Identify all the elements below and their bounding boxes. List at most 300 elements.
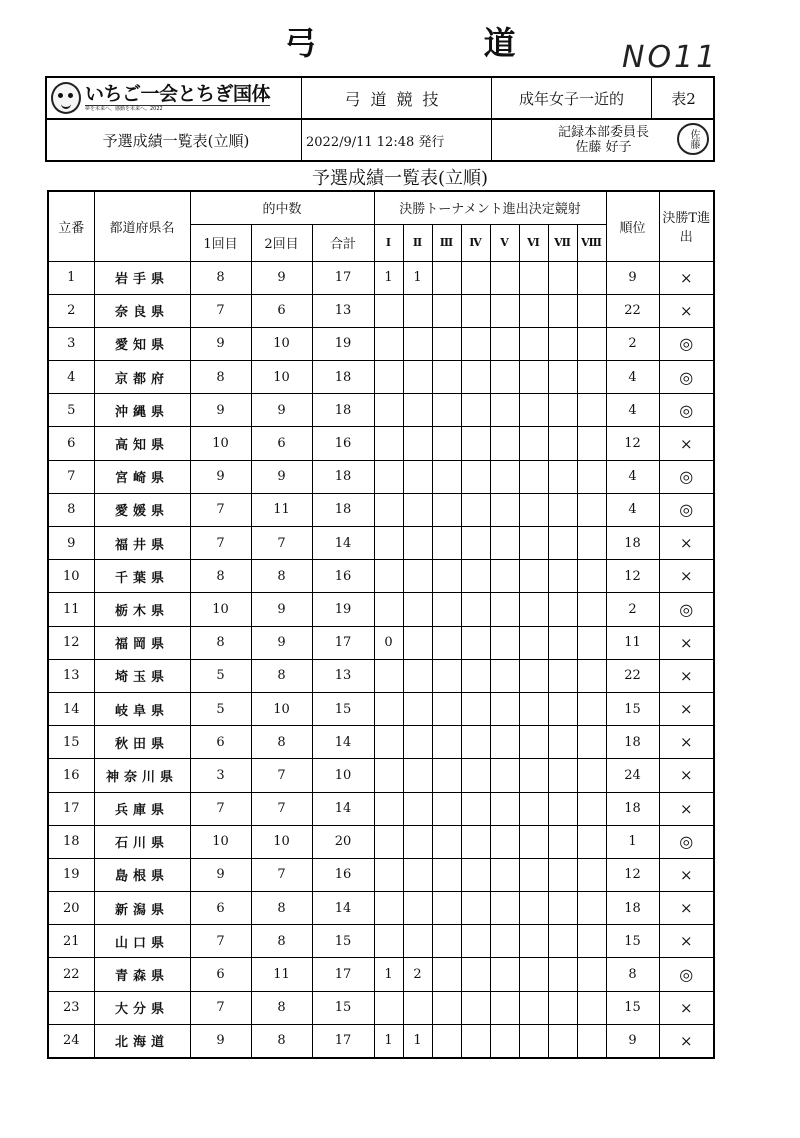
shootoff-cell: 0 <box>374 626 403 659</box>
header-row-bottom <box>47 120 713 160</box>
round1-cell: 9 <box>190 1024 251 1057</box>
round1-cell: 6 <box>190 726 251 759</box>
shootoff-cell <box>548 991 577 1024</box>
chief-block <box>491 120 715 160</box>
shootoff-cell <box>432 958 461 991</box>
advance-cell: ◎ <box>659 394 714 427</box>
shootoff-cell <box>577 493 606 526</box>
page-title: 弓 道 <box>284 24 594 62</box>
advance-cell: ◎ <box>659 493 714 526</box>
shootoff-cell <box>374 692 403 725</box>
shootoff-cell <box>461 726 490 759</box>
mascot-icon <box>51 82 81 114</box>
order-cell: 16 <box>48 759 94 792</box>
prefecture-cell: 埼玉県 <box>94 659 190 692</box>
rank-cell: 9 <box>606 1024 659 1057</box>
shootoff-cell <box>374 792 403 825</box>
advance-cell: × <box>659 925 714 958</box>
shootoff-cell <box>403 361 432 394</box>
rank-cell: 1 <box>606 825 659 858</box>
total-cell: 18 <box>312 460 374 493</box>
shootoff-cell <box>519 460 548 493</box>
total-cell: 20 <box>312 825 374 858</box>
shootoff-cell <box>519 261 548 294</box>
col-total: 合計 <box>312 224 374 261</box>
advance-cell: × <box>659 560 714 593</box>
round2-cell: 8 <box>251 659 312 692</box>
shootoff-cell: 2 <box>403 958 432 991</box>
advance-cell: × <box>659 991 714 1024</box>
round1-cell: 9 <box>190 394 251 427</box>
shootoff-cell <box>490 527 519 560</box>
shootoff-cell <box>548 327 577 360</box>
round1-cell: 5 <box>190 692 251 725</box>
order-cell: 3 <box>48 327 94 360</box>
shootoff-cell <box>374 527 403 560</box>
prefecture-cell: 奈良県 <box>94 294 190 327</box>
shootoff-cell <box>461 692 490 725</box>
prefecture-cell: 高知県 <box>94 427 190 460</box>
shootoff-cell <box>432 427 461 460</box>
round2-cell: 6 <box>251 294 312 327</box>
shootoff-cell <box>548 593 577 626</box>
total-cell: 17 <box>312 1024 374 1057</box>
shootoff-cell <box>432 991 461 1024</box>
total-cell: 14 <box>312 792 374 825</box>
shootoff-cell <box>577 427 606 460</box>
round1-cell: 8 <box>190 261 251 294</box>
shootoff-cell <box>548 460 577 493</box>
shootoff-cell <box>548 659 577 692</box>
shootoff-cell <box>519 327 548 360</box>
shootoff-cell <box>403 294 432 327</box>
shootoff-cell <box>374 427 403 460</box>
round2-cell: 9 <box>251 626 312 659</box>
round2-cell: 10 <box>251 361 312 394</box>
shootoff-cell <box>432 361 461 394</box>
table-row <box>48 858 714 891</box>
order-cell: 15 <box>48 726 94 759</box>
col-shootoff-1: Ⅰ <box>374 224 403 261</box>
prefecture-cell: 愛媛県 <box>94 493 190 526</box>
shootoff-cell <box>403 493 432 526</box>
shootoff-cell <box>461 825 490 858</box>
order-cell: 21 <box>48 925 94 958</box>
shootoff-cell <box>519 825 548 858</box>
rank-cell: 11 <box>606 626 659 659</box>
round2-cell: 6 <box>251 427 312 460</box>
shootoff-cell <box>403 460 432 493</box>
shootoff-cell <box>374 659 403 692</box>
table-row <box>48 593 714 626</box>
col-shootoff-7: Ⅶ <box>548 224 577 261</box>
col-shootoff-6: Ⅵ <box>519 224 548 261</box>
list-title: 予選成績一覧表(立順) <box>102 131 250 150</box>
shootoff-cell <box>548 626 577 659</box>
shootoff-cell <box>461 991 490 1024</box>
shootoff-cell <box>461 858 490 891</box>
shootoff-cell <box>403 726 432 759</box>
shootoff-cell: 1 <box>374 1024 403 1057</box>
rank-cell: 18 <box>606 892 659 925</box>
col-shootoff: 決勝トーナメント進出決定競射 <box>374 191 606 224</box>
shootoff-cell <box>461 527 490 560</box>
advance-cell: × <box>659 261 714 294</box>
shootoff-cell <box>519 1024 548 1057</box>
shootoff-cell <box>403 825 432 858</box>
shootoff-cell <box>403 527 432 560</box>
results-body <box>48 261 714 1058</box>
shootoff-cell <box>403 327 432 360</box>
total-cell: 17 <box>312 626 374 659</box>
shootoff-cell <box>374 493 403 526</box>
shootoff-cell <box>374 726 403 759</box>
rank-cell: 12 <box>606 427 659 460</box>
shootoff-cell <box>461 427 490 460</box>
shootoff-cell <box>548 825 577 858</box>
shootoff-cell <box>519 958 548 991</box>
round1-cell: 9 <box>190 327 251 360</box>
shootoff-cell <box>577 925 606 958</box>
logo-subtext: 夢を未来へ、感動を未来へ。2022 <box>85 105 270 113</box>
issued-timestamp: 2022/9/11 12:48 発行 <box>301 120 491 160</box>
round2-cell: 9 <box>251 460 312 493</box>
total-cell: 19 <box>312 327 374 360</box>
total-cell: 17 <box>312 261 374 294</box>
shootoff-cell <box>577 1024 606 1057</box>
advance-cell: × <box>659 527 714 560</box>
table-row <box>48 958 714 991</box>
shootoff-cell <box>577 394 606 427</box>
round1-cell: 7 <box>190 294 251 327</box>
shootoff-cell <box>548 892 577 925</box>
rank-cell: 15 <box>606 991 659 1024</box>
round2-cell: 10 <box>251 327 312 360</box>
shootoff-cell <box>432 327 461 360</box>
order-cell: 20 <box>48 892 94 925</box>
shootoff-cell <box>548 394 577 427</box>
shootoff-cell <box>490 1024 519 1057</box>
shootoff-cell <box>461 759 490 792</box>
table-row <box>48 1024 714 1057</box>
shootoff-cell <box>374 394 403 427</box>
shootoff-cell <box>548 560 577 593</box>
col-rank: 順位 <box>606 191 659 261</box>
table-row <box>48 626 714 659</box>
shootoff-cell <box>403 991 432 1024</box>
shootoff-cell <box>548 294 577 327</box>
col-shootoff-4: Ⅳ <box>461 224 490 261</box>
advance-cell: × <box>659 427 714 460</box>
shootoff-cell <box>432 626 461 659</box>
shootoff-cell <box>374 825 403 858</box>
shootoff-cell <box>577 991 606 1024</box>
shootoff-cell <box>548 792 577 825</box>
shootoff-cell <box>403 925 432 958</box>
shootoff-cell <box>548 493 577 526</box>
total-cell: 13 <box>312 659 374 692</box>
table-row <box>48 261 714 294</box>
shootoff-cell <box>403 892 432 925</box>
rank-cell: 4 <box>606 361 659 394</box>
shootoff-cell <box>403 626 432 659</box>
shootoff-cell <box>374 991 403 1024</box>
order-cell: 6 <box>48 427 94 460</box>
shootoff-cell <box>577 460 606 493</box>
order-cell: 23 <box>48 991 94 1024</box>
advance-cell: ◎ <box>659 593 714 626</box>
shootoff-cell <box>519 692 548 725</box>
shootoff-cell <box>548 759 577 792</box>
total-cell: 15 <box>312 692 374 725</box>
advance-cell: × <box>659 692 714 725</box>
round1-cell: 6 <box>190 958 251 991</box>
prefecture-cell: 千葉県 <box>94 560 190 593</box>
order-cell: 10 <box>48 560 94 593</box>
rank-cell: 18 <box>606 792 659 825</box>
rank-cell: 15 <box>606 925 659 958</box>
shootoff-cell <box>519 427 548 460</box>
rank-cell: 12 <box>606 858 659 891</box>
col-shootoff-2: Ⅱ <box>403 224 432 261</box>
round2-cell: 8 <box>251 991 312 1024</box>
prefecture-cell: 宮崎県 <box>94 460 190 493</box>
shootoff-cell <box>548 527 577 560</box>
total-cell: 16 <box>312 560 374 593</box>
advance-cell: ◎ <box>659 825 714 858</box>
round2-cell: 9 <box>251 593 312 626</box>
shootoff-cell <box>374 327 403 360</box>
shootoff-cell <box>519 759 548 792</box>
shootoff-cell <box>374 460 403 493</box>
total-cell: 18 <box>312 493 374 526</box>
shootoff-cell <box>519 294 548 327</box>
shootoff-cell <box>432 493 461 526</box>
shootoff-cell <box>403 560 432 593</box>
table-row <box>48 460 714 493</box>
rank-cell: 24 <box>606 759 659 792</box>
round2-cell: 8 <box>251 726 312 759</box>
event-name: 弓道競技 <box>301 78 491 118</box>
round1-cell: 10 <box>190 427 251 460</box>
table-row <box>48 792 714 825</box>
advance-cell: ◎ <box>659 327 714 360</box>
shootoff-cell <box>490 560 519 593</box>
total-cell: 18 <box>312 394 374 427</box>
total-cell: 18 <box>312 361 374 394</box>
shootoff-cell <box>519 361 548 394</box>
shootoff-cell <box>577 692 606 725</box>
shootoff-cell <box>519 991 548 1024</box>
col-hits: 的中数 <box>190 191 374 224</box>
event-logo <box>51 78 301 118</box>
table-row <box>48 726 714 759</box>
shootoff-cell <box>461 626 490 659</box>
shootoff-cell <box>490 327 519 360</box>
results-table <box>47 190 715 1059</box>
total-cell: 19 <box>312 593 374 626</box>
order-cell: 22 <box>48 958 94 991</box>
table-row <box>48 361 714 394</box>
shootoff-cell <box>548 261 577 294</box>
rank-cell: 2 <box>606 593 659 626</box>
shootoff-cell <box>519 394 548 427</box>
shootoff-cell <box>403 427 432 460</box>
shootoff-cell <box>577 958 606 991</box>
shootoff-cell <box>577 858 606 891</box>
prefecture-cell: 沖縄県 <box>94 394 190 427</box>
rank-cell: 18 <box>606 726 659 759</box>
round1-cell: 9 <box>190 858 251 891</box>
prefecture-cell: 岐阜県 <box>94 692 190 725</box>
prefecture-cell: 青森県 <box>94 958 190 991</box>
prefecture-cell: 神奈川県 <box>94 759 190 792</box>
round2-cell: 7 <box>251 759 312 792</box>
shootoff-cell <box>432 394 461 427</box>
shootoff-cell <box>403 759 432 792</box>
table-row <box>48 991 714 1024</box>
round2-cell: 8 <box>251 892 312 925</box>
advance-cell: × <box>659 726 714 759</box>
advance-cell: × <box>659 659 714 692</box>
advance-cell: × <box>659 1024 714 1057</box>
prefecture-cell: 秋田県 <box>94 726 190 759</box>
shootoff-cell <box>403 394 432 427</box>
shootoff-cell <box>374 858 403 891</box>
shootoff-cell <box>577 527 606 560</box>
round2-cell: 7 <box>251 527 312 560</box>
total-cell: 16 <box>312 858 374 891</box>
shootoff-cell <box>490 659 519 692</box>
shootoff-cell <box>577 825 606 858</box>
table-row <box>48 294 714 327</box>
shootoff-cell <box>577 659 606 692</box>
round2-cell: 8 <box>251 1024 312 1057</box>
document-header <box>45 76 715 162</box>
table-row <box>48 825 714 858</box>
shootoff-cell <box>577 261 606 294</box>
shootoff-cell <box>519 858 548 891</box>
advance-cell: × <box>659 294 714 327</box>
prefecture-cell: 北海道 <box>94 1024 190 1057</box>
round1-cell: 6 <box>190 892 251 925</box>
prefecture-cell: 福井県 <box>94 527 190 560</box>
shootoff-cell <box>490 626 519 659</box>
order-cell: 8 <box>48 493 94 526</box>
prefecture-cell: 兵庫県 <box>94 792 190 825</box>
round1-cell: 7 <box>190 792 251 825</box>
round2-cell: 9 <box>251 394 312 427</box>
table-row <box>48 925 714 958</box>
shootoff-cell <box>490 958 519 991</box>
shootoff-cell <box>577 361 606 394</box>
rank-cell: 18 <box>606 527 659 560</box>
shootoff-cell <box>577 593 606 626</box>
prefecture-cell: 石川県 <box>94 825 190 858</box>
shootoff-cell <box>403 659 432 692</box>
shootoff-cell <box>432 692 461 725</box>
table-row <box>48 327 714 360</box>
table-row <box>48 394 714 427</box>
shootoff-cell <box>490 394 519 427</box>
order-cell: 19 <box>48 858 94 891</box>
shootoff-cell <box>374 925 403 958</box>
rank-cell: 9 <box>606 261 659 294</box>
shootoff-cell <box>432 294 461 327</box>
shootoff-cell <box>432 825 461 858</box>
rank-cell: 12 <box>606 560 659 593</box>
shootoff-cell <box>432 925 461 958</box>
shootoff-cell <box>490 261 519 294</box>
sheet-label: 表2 <box>651 78 715 118</box>
round2-cell: 7 <box>251 792 312 825</box>
shootoff-cell <box>432 1024 461 1057</box>
table-row <box>48 759 714 792</box>
table-row <box>48 692 714 725</box>
shootoff-cell <box>490 294 519 327</box>
shootoff-cell <box>519 626 548 659</box>
col-order: 立番 <box>48 191 94 261</box>
prefecture-cell: 山口県 <box>94 925 190 958</box>
total-cell: 16 <box>312 427 374 460</box>
rank-cell: 22 <box>606 294 659 327</box>
advance-cell: × <box>659 759 714 792</box>
shootoff-cell <box>432 892 461 925</box>
shootoff-cell <box>577 892 606 925</box>
prefecture-cell: 福岡県 <box>94 626 190 659</box>
shootoff-cell <box>461 261 490 294</box>
shootoff-cell: 1 <box>374 958 403 991</box>
shootoff-cell <box>432 726 461 759</box>
advance-cell: ◎ <box>659 958 714 991</box>
shootoff-cell <box>490 726 519 759</box>
category-name: 成年女子一近的 <box>491 78 651 118</box>
shootoff-cell <box>461 1024 490 1057</box>
prefecture-cell: 京都府 <box>94 361 190 394</box>
round2-cell: 9 <box>251 261 312 294</box>
shootoff-cell <box>461 659 490 692</box>
shootoff-cell <box>490 493 519 526</box>
shootoff-cell <box>519 493 548 526</box>
shootoff-cell <box>519 560 548 593</box>
total-cell: 14 <box>312 726 374 759</box>
rank-cell: 22 <box>606 659 659 692</box>
round1-cell: 7 <box>190 527 251 560</box>
order-cell: 13 <box>48 659 94 692</box>
shootoff-cell <box>490 792 519 825</box>
total-cell: 14 <box>312 527 374 560</box>
shootoff-cell <box>374 593 403 626</box>
table-row <box>48 560 714 593</box>
round1-cell: 7 <box>190 493 251 526</box>
round1-cell: 7 <box>190 925 251 958</box>
shootoff-cell <box>461 493 490 526</box>
shootoff-cell <box>490 925 519 958</box>
round1-cell: 9 <box>190 460 251 493</box>
shootoff-cell <box>490 427 519 460</box>
shootoff-cell <box>432 659 461 692</box>
shootoff-cell <box>432 527 461 560</box>
prefecture-cell: 愛知県 <box>94 327 190 360</box>
order-cell: 2 <box>48 294 94 327</box>
shootoff-cell <box>548 692 577 725</box>
table-row <box>48 892 714 925</box>
total-cell: 14 <box>312 892 374 925</box>
shootoff-cell <box>432 792 461 825</box>
shootoff-cell <box>374 361 403 394</box>
round2-cell: 8 <box>251 560 312 593</box>
shootoff-cell <box>432 460 461 493</box>
